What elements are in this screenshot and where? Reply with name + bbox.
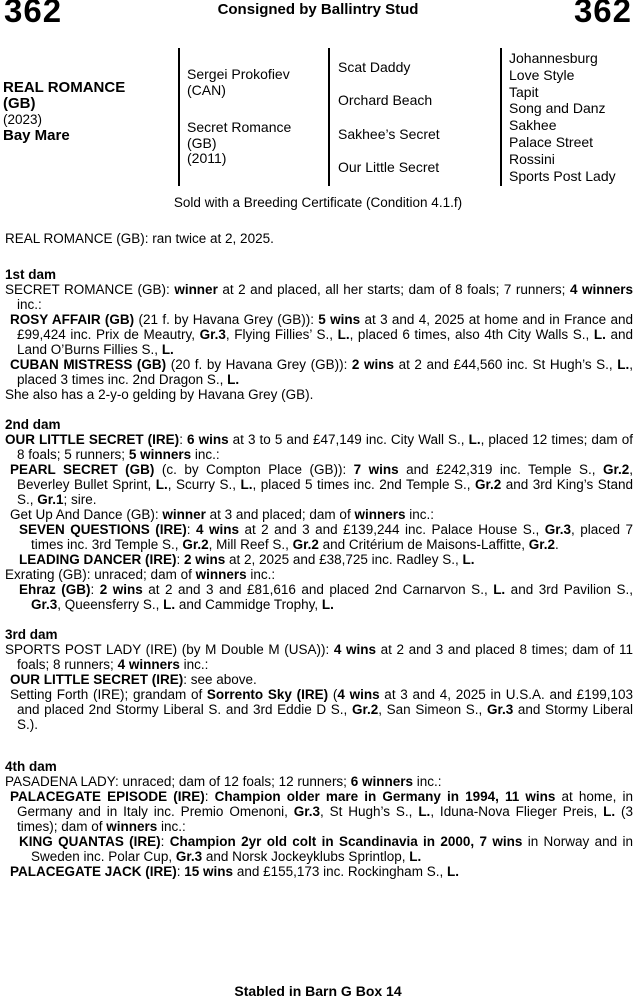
- lot-number-left: 362: [4, 0, 63, 29]
- page-header: [3, 0, 633, 36]
- great-grandparent-name: Sakhee: [509, 117, 557, 134]
- pedigree-paragraph: OUR LITTLE SECRET (IRE): see above.: [10, 672, 257, 687]
- dam-section-heading: 2nd dam: [5, 417, 61, 432]
- great-grandparent-name: Palace Street: [509, 133, 594, 150]
- pedigree-paragraph: Setting Forth (IRE); grandam of Sorrento Sky (IRE) (4 wins at 3 and 4, 2025 in U.S.A. and £199,103 and placed 2nd Stormy Liberal S. and 3rd Eddie D S., Gr.2, San Simeon S., Gr.3 and Stormy Liberal S.).: [10, 687, 634, 732]
- breeding-certificate-note: Sold with a Breeding Certificate (Condition 4.1.f): [173, 195, 463, 210]
- pedigree-paragraph: SPORTS POST LADY (IRE) (by M Double M (USA)): 4 wins at 2 and 3 and placed 8 times; dam of 11 foals; 8 runners; 4 winners inc.:: [5, 642, 633, 672]
- pedigree-paragraph: PALACEGATE EPISODE (IRE): Champion older mare in Germany in 1994, 11 wins at home, in Germany and in Italy inc. Premio Omenoni, Gr.3, St Hugh’s S., L., Iduna-Nova Flieger Preis, L. (3 times); dam of winners inc.:: [10, 789, 634, 834]
- consignor-line: Consigned by Ballintry Stud: [217, 1, 419, 18]
- dam-section-heading: 4th dam: [5, 759, 57, 774]
- dam-section: [3, 627, 633, 732]
- sire-name-line: (CAN): [187, 81, 226, 98]
- pedigree-table: [3, 48, 633, 186]
- dam-section: [3, 759, 633, 879]
- grandparent-name: Our Little Secret: [338, 159, 440, 176]
- pedigree-paragraph: LEADING DANCER (IRE): 2 wins at 2, 2025 and £38,725 inc. Radley S., L.: [19, 552, 475, 567]
- sire-name: [187, 67, 328, 98]
- pedigree-paragraph: PEARL SECRET (GB) (c. by Compton Place (GB)): 7 wins and £242,319 inc. Temple S., Gr.2, Beverley Bullet Sprint, L., Scurry S., L., placed 5 times inc. 2nd Temple S., Gr.2 and 3rd King’s Stand S., Gr.1; sire.: [10, 462, 634, 507]
- subject-name-suffix: (GB): [3, 95, 36, 112]
- pedigree-paragraph: KING QUANTAS (IRE): Champion 2yr old colt in Scandinavia in 2000, 7 wins in Norway and in Sweden inc. Polar Cup, Gr.3 and Norsk Jockeyklubs Sprintlop, L.: [19, 834, 633, 864]
- subject-sex: Bay Mare: [3, 127, 70, 144]
- grandparent-name: Scat Daddy: [338, 58, 411, 75]
- dam-name-line: Secret Romance: [187, 119, 292, 136]
- dam-name-line: (2011): [187, 150, 227, 167]
- race-record: REAL ROMANCE (GB): ran twice at 2, 2025.: [5, 231, 274, 246]
- dam-name-line: (GB): [187, 134, 217, 151]
- pedigree-great-grandparents: [500, 48, 633, 186]
- pedigree-paragraph: SEVEN QUESTIONS (IRE): 4 wins at 2 and 3 and £139,244 inc. Palace House S., Gr.3, placed 7 times inc. 3rd Temple S., Gr.2, Mill Reef S., Gr.2 and Critérium de Maisons-Laffitte, Gr.2.: [19, 522, 633, 552]
- pedigree-paragraph: Get Up And Dance (GB): winner at 3 and placed; dam of winners inc.:: [10, 507, 434, 522]
- great-grandparent-name: Tapit: [509, 83, 539, 100]
- pedigree-paragraph: OUR LITTLE SECRET (IRE): 6 wins at 3 to 5 and £47,149 inc. City Wall S., L., placed 12 times; dam of 8 foals; 5 runners; 5 winners inc.:: [5, 432, 633, 462]
- great-grandparent-name: Love Style: [509, 66, 575, 83]
- pedigree-paragraph: CUBAN MISTRESS (GB) (20 f. by Havana Grey (GB)): 2 wins at 2 and £44,560 inc. St Hugh’s S., L., placed 3 times inc. 2nd Dragon S., L.: [10, 357, 634, 387]
- great-grandparent-name: Johannesburg: [509, 50, 598, 66]
- pedigree-paragraph: PALACEGATE JACK (IRE): 15 wins and £155,173 inc. Rockingham S., L.: [10, 864, 459, 879]
- pedigree-parents: [178, 48, 328, 186]
- grandparent-name: Sakhee’s Secret: [338, 125, 440, 142]
- pedigree-paragraph: PASADENA LADY: unraced; dam of 12 foals; 12 runners; 6 winners inc.:: [5, 774, 442, 789]
- dam-sections: [3, 267, 633, 879]
- subject-year: (2023): [3, 112, 43, 127]
- sire-name-line: Sergei Prokofiev: [187, 66, 290, 83]
- dam-section-heading: 3rd dam: [5, 627, 58, 642]
- pedigree-subject: [3, 48, 178, 186]
- dam-section: [3, 417, 633, 612]
- great-grandparent-name: Rossini: [509, 150, 555, 167]
- dam-name: [187, 120, 328, 167]
- lot-number-right: 362: [573, 0, 632, 29]
- dam-section-heading: 1st dam: [5, 267, 57, 282]
- grandparent-name: Orchard Beach: [338, 92, 433, 109]
- pedigree-paragraph: Ehraz (GB): 2 wins at 2 and 3 and £81,616 and placed 2nd Carnarvon S., L. and 3rd Pavilion S., Gr.3, Queensferry S., L. and Cammidge Trophy, L.: [19, 582, 633, 612]
- great-grandparent-name: Song and Danz: [509, 100, 606, 117]
- pedigree-paragraph: ROSY AFFAIR (GB) (21 f. by Havana Grey (GB)): 5 wins at 3 and 4, 2025 at home and in France and £99,424 inc. Prix de Meautry, Gr.3, Flying Fillies’ S., L., placed 6 times, also 4th City Walls S., L. and Land O’Burns Fillies S., L.: [10, 312, 633, 357]
- pedigree-paragraph: She also has a 2-y-o gelding by Havana Grey (GB).: [5, 387, 314, 402]
- pedigree-paragraph: Exrating (GB): unraced; dam of winners inc.:: [5, 567, 276, 582]
- dam-section: [3, 267, 633, 402]
- pedigree-grandparents: [328, 48, 500, 186]
- great-grandparent-name: Sports Post Lady: [509, 167, 616, 184]
- pedigree-paragraph: SECRET ROMANCE (GB): winner at 2 and placed, all her starts; dam of 8 foals; 7 runners; 4 winners inc.:: [5, 282, 633, 312]
- stabling-note: Stabled in Barn G Box 14: [234, 983, 402, 999]
- subject-name: REAL ROMANCE: [3, 79, 126, 96]
